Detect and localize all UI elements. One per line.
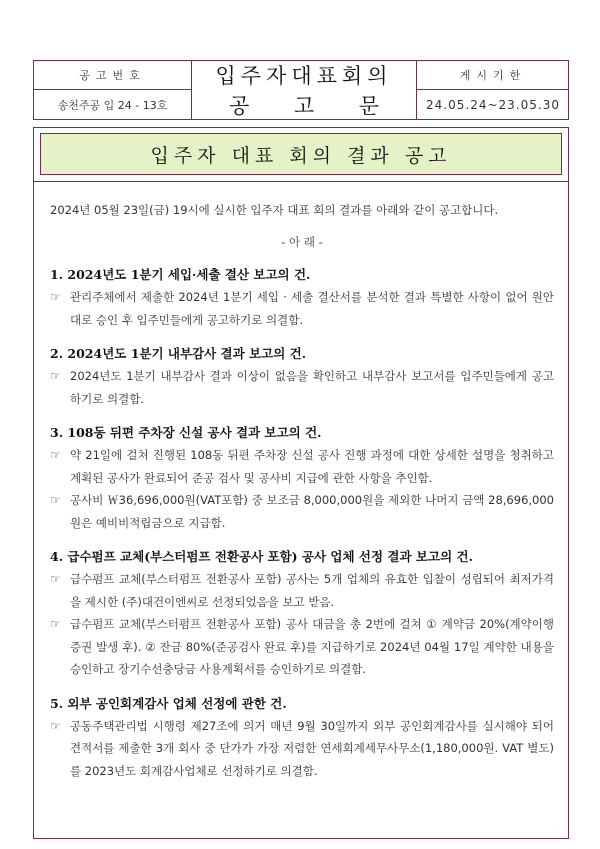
banner-divider (34, 181, 568, 182)
title-top-cell (192, 61, 416, 90)
notice-header-table (33, 60, 569, 120)
intro-paragraph: 2024년 05월 23일(금) 19시에 실시한 입주자 대표 회의 결과를 아래와 같이 공고합니다. (50, 203, 499, 217)
notice-number-label: 공고번호 (79, 69, 146, 82)
notice-number-value-cell (34, 90, 191, 119)
item-text: 공사비 ￦36,696,000원(VAT포함) 중 보조금 8,000,000원을 제외한 나머지 금액 28,696,000원은 예비비적립금으로 지급함. (70, 493, 554, 530)
resolution-section (50, 548, 554, 681)
section-item (50, 365, 554, 410)
pointing-hand-icon: ☞ (50, 617, 61, 631)
notice-doc-title-char: 고 (293, 93, 315, 118)
item-text: 급수펌프 교체(부스터펌프 전환공사 포함) 공사 대금을 총 2번에 걸쳐 ① 계약금 20%(계약이행증권 발생 후). ② 잔금 80%(준공검사 완료 후)를 지급하기로 2024년 04월 17일 계약한 내용을 승인하고 장기수선충당금 사용계획서를 승인하기로 의결함. (70, 617, 554, 676)
item-text: 공동주택관리법 시행령 제27조에 의거 매년 9월 30일까지 외부 공인회계감사를 실시해야 되어 견적서를 제출한 3개 회사 중 단가가 가장 저렴한 연세회계세무사무소(1,180,000원. VAT 별도)를 2023년도 회계감사업체로 선정하기로 의결함. (70, 718, 554, 778)
section-item (50, 715, 554, 783)
item-text: 약 21일에 걸쳐 진행된 108동 뒤편 주차장 신설 공사 진행 과정에 대한 상세한 설명을 청취하고 계획된 공사가 완료되어 준공 검사 및 공사비 지급에 관한 사항을 추인함. (70, 448, 554, 485)
notice-doc-title (229, 90, 379, 120)
title-banner (40, 133, 562, 175)
resolution-section (50, 424, 554, 534)
item-text: 관리주체에서 제출한 2024년 1분기 세입 · 세출 결산서를 분석한 결과 특별한 사항이 없어 원안대로 승인 후 입주민들에게 공고하기로 의결함. (70, 290, 554, 327)
notice-doc-title-char: 공 (229, 93, 250, 118)
pointing-hand-icon: ☞ (50, 369, 61, 383)
section-item (50, 489, 554, 534)
notice-doc-title-char: 문 (358, 93, 379, 118)
pointing-hand-icon: ☞ (50, 718, 61, 733)
notice-number-value: 송천주공 입 24 - 13호 (57, 98, 168, 112)
pointing-hand-icon: ☞ (50, 572, 61, 586)
section-title: 1. 2024년도 1분기 세입·세출 결산 보고의 건. (50, 267, 311, 282)
posting-period-value-cell (417, 90, 569, 119)
section-title: 3. 108동 뒤편 주차장 신설 공사 결과 보고의 건. (50, 425, 322, 440)
notice-content (50, 202, 554, 796)
title-bottom-cell (192, 90, 416, 119)
below-heading: - 아 래 - (281, 235, 323, 249)
section-title: 4. 급수펌프 교체(부스터펌프 전환공사 포함) 공사 업체 선정 결과 보고의 건. (50, 549, 473, 564)
pointing-hand-icon: ☞ (50, 290, 61, 304)
notice-number-label-cell (34, 61, 191, 89)
committee-title: 입주자대표회의 (215, 64, 393, 88)
pointing-hand-icon: ☞ (50, 493, 61, 507)
section-item (50, 286, 554, 331)
resolution-section (50, 695, 554, 783)
section-title: 2. 2024년도 1분기 내부감사 결과 보고의 건. (50, 346, 307, 361)
section-item (50, 568, 554, 613)
posting-period-label-cell (417, 61, 569, 89)
notice-body-frame (33, 127, 569, 839)
item-text: 급수펌프 교체(부스터펌프 전환공사 포함) 공사는 5개 업체의 유효한 입찰이 성립되어 최저가격을 제시한 (주)대건이엔씨로 선정되었음을 보고 받음. (70, 572, 554, 609)
posting-period-value: 24.05.24~23.05.30 (426, 97, 560, 112)
pointing-hand-icon: ☞ (50, 448, 61, 462)
section-item (50, 613, 554, 681)
section-item (50, 444, 554, 489)
resolution-list (50, 266, 554, 782)
resolution-section (50, 266, 554, 331)
banner-title: 입주자 대표 회의 결과 공고 (150, 144, 452, 167)
item-text: 2024년도 1분기 내부감사 결과 이상이 없음을 확인하고 내부감사 보고서를 입주민들에게 공고하기로 의결함. (70, 369, 554, 406)
posting-period-label: 게시기한 (459, 69, 527, 82)
resolution-section (50, 345, 554, 410)
section-title: 5. 외부 공인회계감사 업체 선정에 관한 건. (50, 695, 287, 711)
